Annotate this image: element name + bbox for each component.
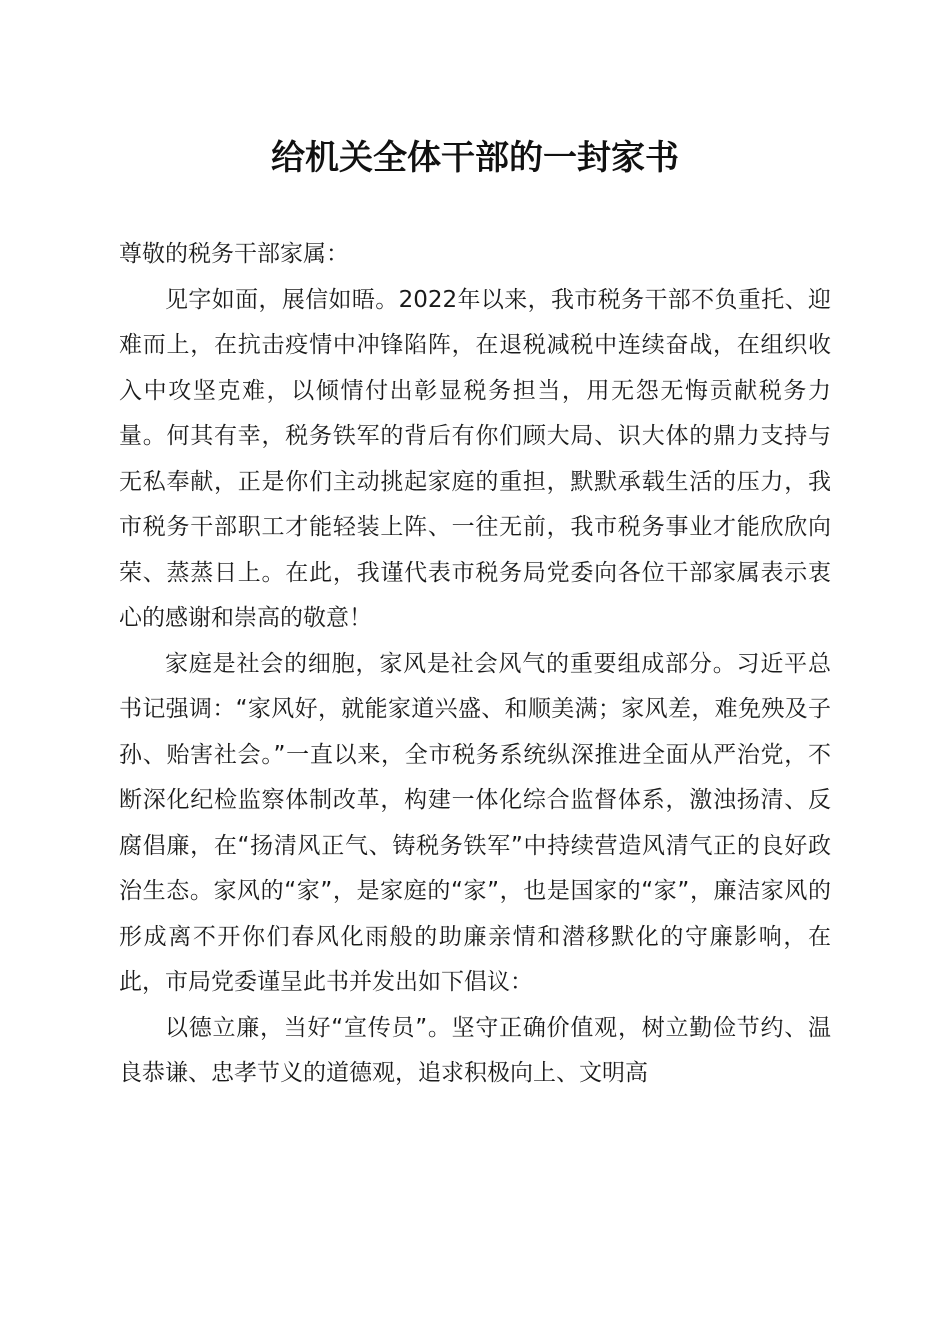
document-title: 给机关全体干部的一封家书 [271, 138, 679, 178]
salutation: 尊敬的税务干部家属： [119, 241, 349, 267]
paragraph-gratitude: 见字如面，展信如晤。2022年以来，我市税务干部不负重托、迎难而上，在抗击疫情中冲锋陷阵，在退税减税中连续奋战，在组织收入中攻坚克难，以倾情付出彰显税务担当，用无怨无悔贡献税务力量。何其有幸，税务铁军的背后有你们顾大局、识大体的鼎力支持与无私奉献，正是你们主动挑起家庭的重担，默默承载生活的压力，我市税务干部职工才能轻装上阵、一往无前，我市税务事业才能欣欣向荣、蒸蒸日上。在此，我谨代表市税务局党委向各位干部家属表示衷心的感谢和崇高的敬意！ [119, 286, 831, 631]
paragraph-initiative: 以德立廉，当好“宣传员”。坚守正确价值观，树立勤俭节约、温良恭谦、忠孝节义的道德观，追求积极向上、文明高 [119, 1014, 831, 1086]
paragraph-family-style: 家庭是社会的细胞，家风是社会风气的重要组成部分。习近平总书记强调：“家风好，就能家道兴盛、和顺美满；家风差，难免殃及子孙、贻害社会。”一直以来，全市税务系统纵深推进全面从严治党，不断深化纪检监察体制改革，构建一体化综合监督体系，激浊扬清、反腐倡廉，在“扬清风正气、铸税务铁军”中持续营造风清气正的良好政治生态。家风的“家”，是家庭的“家”，也是国家的“家”，廉洁家风的形成离不开你们春风化雨般的助廉亲情和潜移默化的守廉影响，在此，市局党委谨呈此书并发出如下倡议： [119, 650, 831, 995]
letter-body [119, 232, 831, 1097]
